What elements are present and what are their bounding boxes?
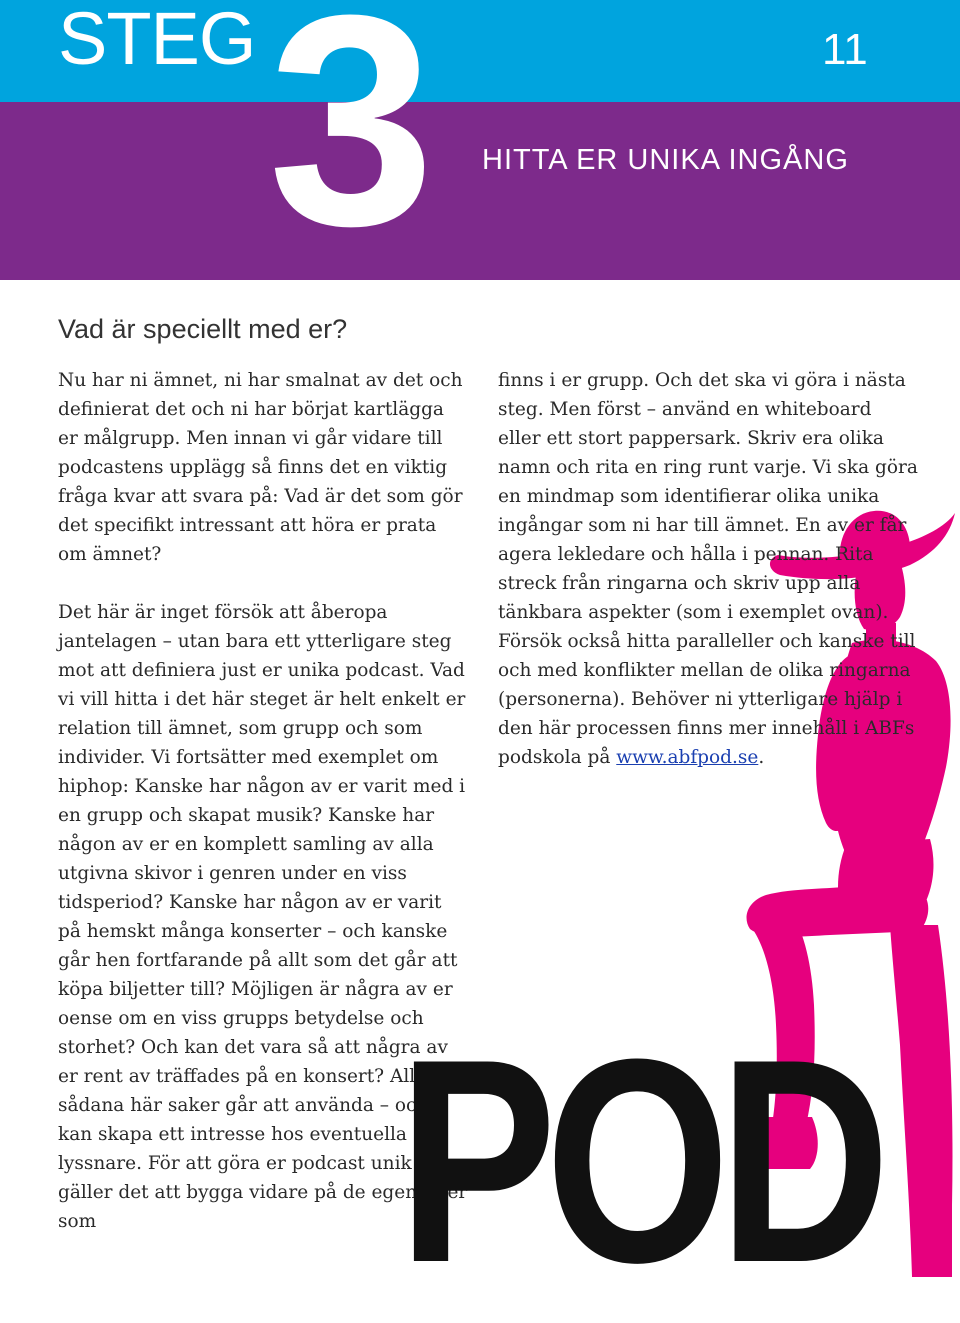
right-paragraph [498, 366, 918, 772]
steg-number: 3 [268, 0, 425, 288]
right-paragraph-trailing: . [758, 747, 765, 768]
steg-word: STEG [58, 0, 256, 80]
page-subtitle: HITTA ER UNIKA INGÅNG [482, 144, 849, 176]
page-number: 11 [822, 25, 868, 74]
abfpod-link[interactable]: www.abfpod.se [616, 747, 759, 768]
left-paragraph-1: Nu har ni ämnet, ni har smalnat av det och definierat det och ni har börjat kartlägga er målgrupp. Men innan vi går vidare till podcastens upplägg så finns det en viktig fråga kvar att svara på: Vad är det som gör det specifikt intressant att höra er prata om ämnet? [58, 370, 463, 565]
right-column [498, 366, 918, 772]
pod-logo: POD [398, 999, 879, 1323]
left-paragraph-2: Det här är inget försök att åberopa jantelagen – utan bara ett ytterligare steg mot att definiera just er unika podcast. Vad vi vill hitta i det här steget är helt enkelt er relation till ämnet, som grupp och som individer. Vi fortsätter med exemplet om hiphop: Kanske har någon av er varit med i en grupp och skapat musik? Kanske har någon av er en komplett samling av alla utgivna skivor i genren under en viss tidsperiod? Kanske har någon av er varit på hemskt många konserter – och kanske går hen fortfarande på allt som det går att köpa biljetter till? Möjligen är några av er oense om en viss grupps betydelse och storhet? Och kan det vara så att några av er rent av träffades på en konsert? Alla sådana här saker går att använda – och kan skapa ett intresse hos eventuella lyssnare. För att göra er podcast unik gäller det att bygga vidare på de egenheter som [58, 602, 468, 1232]
header-band-purple [0, 102, 960, 280]
right-paragraph-text: finns i er grupp. Och det ska vi göra i nästa steg. Men först – använd en whiteboard eller ett stort pappersark. Skriv era olika namn och rita en ring runt varje. Vi ska göra en mindmap som identifierar olika unika ingångar som ni har till ämnet. En av er får agera lekledare och hålla i pennan. Rita streck från ringarna och skriv upp alla tänkbara aspekter (som i exemplet ovan). Försök också hitta paralleller och kanske till och med konflikter mellan de olika ringarna (personerna). Behöver ni ytterligare hjälp i den här processen finns mer innehåll i ABFs podskola på [498, 370, 918, 768]
section-heading: Vad är speciellt med er? [58, 314, 348, 344]
